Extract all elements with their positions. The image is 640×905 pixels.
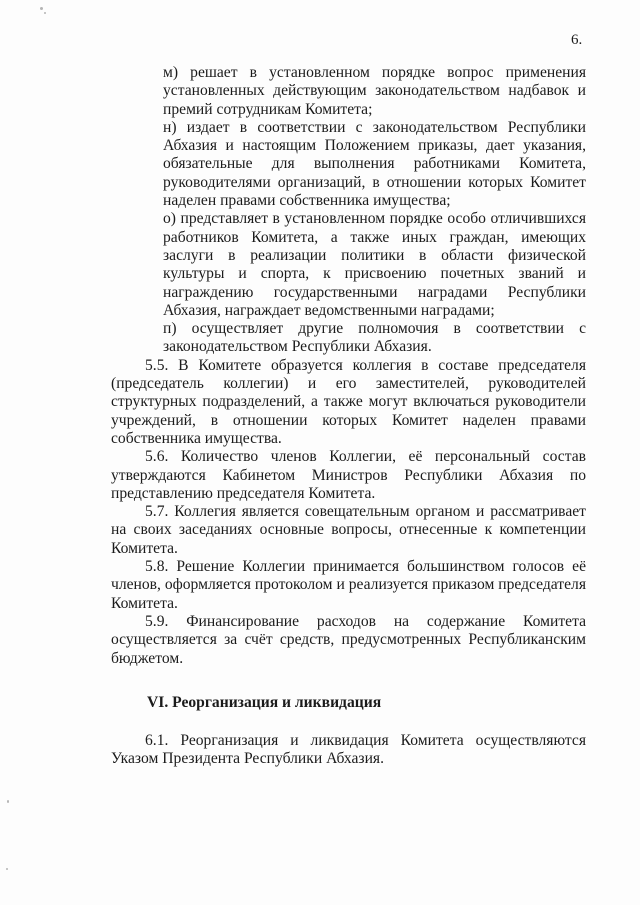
scan-speck [7,800,9,803]
list-item-n: н) издает в соответствии с законодательством Республики Абхазия и настоящим Положением приказы, дает указания, обязательные для выполнения работниками Комитета, руководителями организаций, в отношении которых Комитет наделен правами собственника имущества; [163,118,586,210]
list-item-p: п) осуществляет другие полномочия в соответствии с законодательством Республики Абхазия. [163,320,586,356]
list-item-m: м) решает в установленном порядке вопрос применения установленных действующим законодательством надбавок и премий сотрудникам Комитета; [163,64,586,118]
paragraph-5-7: 5.7. Коллегия является совещательным органом и рассматривает на своих заседаниях основные вопросы, отнесенные к компетенции Комитета. [111,503,586,557]
scan-speck [40,7,43,10]
section-heading: VI. Реорганизация и ликвидация [147,693,382,711]
paragraph-5-9: 5.9. Финансирование расходов на содержание Комитета осуществляется за счёт средств, предусмотренных Республиканским бюджетом. [111,612,586,667]
scan-speck [6,868,8,870]
scan-speck [44,12,46,14]
document-body [111,64,586,768]
paragraph-5-5: 5.5. В Комитете образуется коллегия в составе председателя (председатель коллегии) и его заместителей, руководителей структурных подразделений, а также могут включаться руководители учреждений, в отношении которых Комитет наделен правами собственника имущества. [111,356,586,447]
page-number: 6. [571,32,583,48]
paragraph-6-1: 6.1. Реорганизация и ликвидация Комитета осуществляются Указом Президента Республики Абхазия. [111,731,586,768]
paragraph-5-8: 5.8. Решение Коллегии принимается большинством голосов её членов, оформляется протоколом и реализуется приказом председателя Комитета. [111,558,586,612]
paragraph-5-6: 5.6. Количество членов Коллегии, её персональный состав утверждаются Кабинетом Министров Республики Абхазия по представлению председателя Комитета. [111,448,586,502]
list-item-o: о) представляет в установленном порядке особо отличившихся работников Комитета, а также иных граждан, имеющих заслуги в реализации политики в области физической культуры и спорта, к присвоению почетных званий и награждению государственными наградами Республики Абхазия, награждает ведомственными наградами; [163,210,586,319]
